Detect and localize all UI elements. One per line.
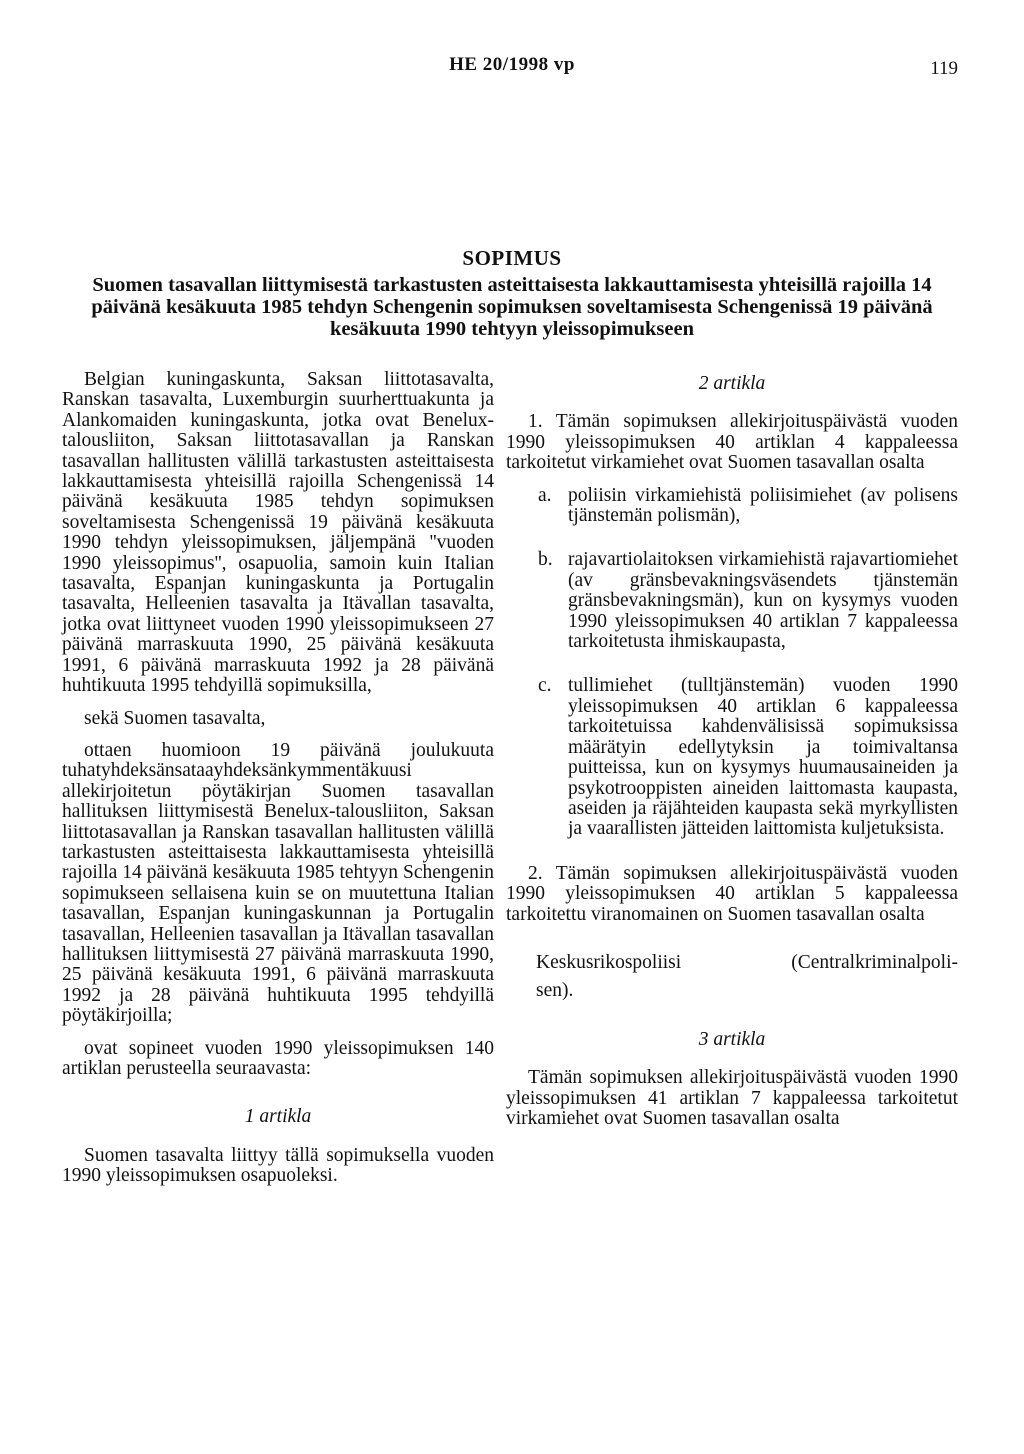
document-title: SOPIMUS [462,246,562,270]
right-column [506,370,958,1141]
preamble-finland: sekä Suomen tasavalta, [84,707,266,729]
list-item-text: tullimiehet (tulltjänstemän) vuoden 1990 yleissopimuksen 40 artiklan 6 kappaleessa tarkoitetuissa kahdenvälisissä sopimuksissa määrätyin edellytyksin ja toimivaltansa puitteissa, kun on kysymys huumausaineiden ja psykotrooppisten aineiden laittomasta kaupasta, aseiden ja räjähteiden kaupasta sekä myrkyllisten ja vaarallisten jätteiden laittomista kuljetuksista. [568,675,958,840]
list-item-a [506,486,958,527]
preamble-agreed: ovat sopineet vuoden 1990 yleissopimuksen 140 artiklan perusteella seuraavasta: [62,1037,494,1079]
article-1-text: Suomen tasavalta liittyy tällä sopimuksella vuoden 1990 yleissopimuksen osapuoleksi. [62,1144,494,1187]
preamble-considering: ottaen huomioon 19 päivänä joulukuuta tuhatyhdeksänsataayhdeksänkymmentäkuusi allekirjoitetun pöytäkirjan Suomen tasavallan hallituksen liittymisestä Benelux-talousliiton, Saksan liittotasavallan ja Ranskan tasavallan hallitusten välillä tarkastusten asteittaisesta lakkauttamisesta yhteisillä rajoilla 14 päivänä kesäkuuta 1985 tehtyyn Schengenin sopimukseen sellaisena kuin se on muutettuna Italian tasavallan, Espanjan kuningaskunnan ja Portugalin tasavallan, Helleenien tasavallan ja Itävallan tasavallan hallituksen liittymisestä 27 päivänä marraskuuta 1990, 25 päivänä kesäkuuta 1991, 6 päivänä marraskuuta 1992 ja 28 päivänä huhtikuuta 1995 tehdyillä pöytäkirjoilla; [62,739,494,1027]
document-subtitle: Suomen tasavallan liittymisestä tarkastusten asteittaisesta lakkauttamisesta yhteisillä rajoilla 14 päivänä kesäkuuta 1985 tehdyn Schengenin sopimuksen soveltamisesta Schengenissä 19 päivänä kesäkuuta 1990 tehtyyn yleissopimukseen [91,274,933,340]
authority-name-continuation: sen). [536,980,574,1002]
article-2-paragraph-2: 2. Tämän sopimuksen allekirjoituspäivästä vuoden 1990 yleissopimuksen 40 artiklan 5 kappaleessa tarkoitettu viranomainen on Suomen tasavallan osalta [506,862,958,925]
page-number: 119 [930,58,958,79]
list-marker: c. [538,675,552,697]
authority-swedish-name: (Centralkriminalpoli- [791,951,958,973]
preamble-parties: Belgian kuningaskunta, Saksan liittotasavalta, Ranskan tasavalta, Luxemburgin suurherttuakunta ja Alankomaiden kuningaskunta, jotka ovat Benelux-talousliiton, Saksan liittotasavallan ja Ranskan tasavallan hallitusten välillä tarkastusten asteittaisesta lakkauttamisesta yhteisillä rajoilla Schengenissä 14 päivänä kesäkuuta 1985 tehdyn sopimuksen soveltamisesta Schengenissä 19 päivänä kesäkuuta 1990 tehdyn yleissopimuksen, jäljempänä ''vuoden 1990 yleissopimus'', osapuolia, samoin kuin Italian tasavalta, Espanjan kuningaskunta ja Portugalin tasavalta, Helleenien tasavalta ja Itävallan tasavalta, jotka ovat liittyneet vuoden 1990 yleissopimukseen 27 päivänä marraskuuta 1990, 25 päivänä kesäkuuta 1991, 6 päivänä marraskuuta 1992 ja 28 päivänä huhtikuuta 1995 tehdyillä sopimuksilla, [62,369,494,697]
list-item-b [506,550,958,652]
list-item-c [506,676,958,839]
authority-line [536,953,958,973]
article-2-heading: 2 artikla [698,373,766,394]
list-marker: b. [538,549,553,571]
list-marker: a. [538,484,552,506]
article-1-heading: 1 artikla [244,1106,312,1128]
article-3-text: Tämän sopimuksen allekirjoituspäivästä vuoden 1990 yleissopimuksen 41 artiklan 7 kappaleessa tarkoitetut virkamiehet ovat Suomen tasavallan osalta [506,1067,958,1129]
article-3-heading: 3 artikla [698,1028,766,1050]
left-column [62,370,494,1199]
authority-name: Keskusrikospoliisi [536,951,682,973]
list-item-text: rajavartiolaitoksen virkamiehistä rajavartiomiehet (av gränsbevakningsväsendets tjänstemän gränsbevakningsmän), kun on kysymys vuoden 1990 yleissopimuksen 40 artiklan 7 kappaleessa tarkoitetusta ihmiskaupasta, [568,549,958,653]
list-item-text: poliisin virkamiehistä poliisimiehet (av polisens tjänstemän polismän), [568,484,958,527]
running-header: HE 20/1998 vp [449,54,575,75]
article-2-paragraph-1: 1. Tämän sopimuksen allekirjoituspäivästä vuoden 1990 yleissopimuksen 40 artiklan 4 kappaleessa tarkoitetut virkamiehet ovat Suomen tasavallan osalta [506,411,958,474]
